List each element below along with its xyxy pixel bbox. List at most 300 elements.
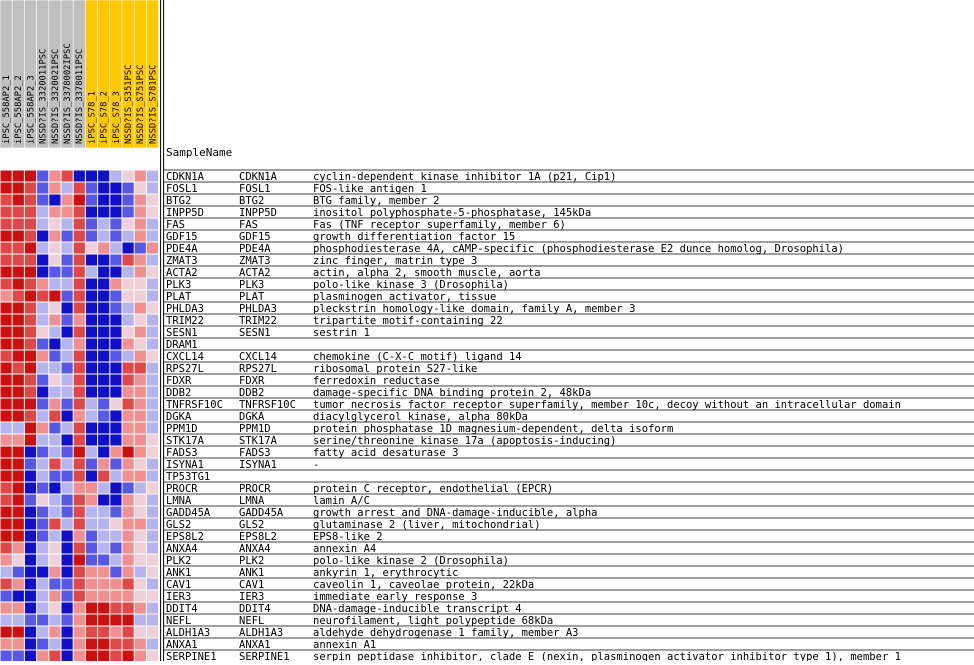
heatmap-cell xyxy=(62,375,73,386)
gene-probe: SERPINE1 xyxy=(239,651,290,661)
heatmap-cell xyxy=(37,639,48,650)
gene-symbol: PROCR xyxy=(166,483,198,495)
heatmap-cell xyxy=(86,399,97,410)
heatmap-cell xyxy=(123,507,134,518)
heatmap-cell xyxy=(37,267,48,278)
heatmap-cell xyxy=(49,531,60,542)
heatmap-cell xyxy=(62,543,73,554)
heatmap-cell xyxy=(62,303,73,314)
heatmap-cell xyxy=(62,243,73,254)
sample-name-label: iPSC_S78_2 xyxy=(99,91,110,144)
gene-symbol: PPM1D xyxy=(166,423,198,435)
heatmap-cell xyxy=(13,255,24,266)
heatmap-cell xyxy=(110,447,121,458)
heatmap-cell xyxy=(62,555,73,566)
heatmap-cell xyxy=(86,351,97,362)
heatmap-cell xyxy=(110,519,121,530)
heatmap-cell xyxy=(1,303,12,314)
gene-symbol: FAS xyxy=(166,219,185,231)
heatmap-cell xyxy=(98,387,109,398)
heatmap-cell xyxy=(1,267,12,278)
heatmap-cell xyxy=(147,555,158,566)
gene-symbol: FDXR xyxy=(166,375,192,387)
heatmap-cell xyxy=(1,639,12,650)
heatmap-cell xyxy=(110,387,121,398)
heatmap-cell xyxy=(37,483,48,494)
heatmap-cell xyxy=(123,267,134,278)
heatmap-cell xyxy=(135,471,146,482)
heatmap-cell xyxy=(1,507,12,518)
heatmap-cell xyxy=(135,339,146,350)
heatmap-cell xyxy=(1,219,12,230)
heatmap-cell xyxy=(13,243,24,254)
heatmap-cell xyxy=(74,591,85,602)
heatmap-cell xyxy=(98,375,109,386)
heatmap-cell xyxy=(37,591,48,602)
heatmap-cell xyxy=(1,495,12,506)
heatmap-cell xyxy=(13,483,24,494)
gene-probe: FOSL1 xyxy=(239,183,271,195)
heatmap-cell xyxy=(49,375,60,386)
gene-description: protein phosphatase 1D magnesium-dependent, delta isoform xyxy=(313,423,674,435)
heatmap-cell xyxy=(123,411,134,422)
heatmap-cell xyxy=(62,183,73,194)
heatmap-cell xyxy=(1,171,12,182)
heatmap-cell xyxy=(25,195,36,206)
heatmap-cell xyxy=(86,183,97,194)
gene-symbol: ACTA2 xyxy=(166,267,198,279)
heatmap-cell xyxy=(147,267,158,278)
heatmap-cell xyxy=(98,543,109,554)
heatmap-cell xyxy=(62,411,73,422)
heatmap-cell xyxy=(135,267,146,278)
heatmap-cell xyxy=(25,471,36,482)
heatmap-cell xyxy=(98,183,109,194)
heatmap-cell xyxy=(147,651,158,662)
heatmap-cell xyxy=(13,219,24,230)
heatmap-cell xyxy=(37,603,48,614)
heatmap-cell xyxy=(110,543,121,554)
gene-probe: PLK2 xyxy=(239,555,265,567)
heatmap-cell xyxy=(74,279,85,290)
heatmap-cell xyxy=(86,219,97,230)
heatmap-cell xyxy=(86,543,97,554)
gene-symbol: STK17A xyxy=(166,435,204,447)
gene-description: tumor necrosis factor receptor superfamily, member 10c, decoy without an intracellular domain xyxy=(313,399,901,411)
heatmap-cell xyxy=(86,591,97,602)
heatmap-cell xyxy=(37,555,48,566)
heatmap-cell xyxy=(147,315,158,326)
heatmap-cell xyxy=(98,471,109,482)
gene-probe: CXCL14 xyxy=(239,351,277,363)
heatmap-cell xyxy=(135,231,146,242)
heatmap-cell xyxy=(147,423,158,434)
heatmap-cell xyxy=(135,327,146,338)
heatmap-cell xyxy=(74,375,85,386)
heatmap-cell xyxy=(13,531,24,542)
heatmap-cell xyxy=(98,231,109,242)
heatmap-cell xyxy=(110,231,121,242)
heatmap-cell xyxy=(86,207,97,218)
heatmap-cell xyxy=(13,411,24,422)
heatmap-cell xyxy=(62,579,73,590)
heatmap-cell xyxy=(123,591,134,602)
heatmap-cell xyxy=(13,315,24,326)
gene-description: glutaminase 2 (liver, mitochondrial) xyxy=(313,519,541,531)
heatmap-cell xyxy=(62,519,73,530)
heatmap-cell xyxy=(147,615,158,626)
heatmap-cell xyxy=(86,231,97,242)
heatmap-cell xyxy=(25,423,36,434)
heatmap-cell xyxy=(86,447,97,458)
heatmap-cell xyxy=(135,519,146,530)
heatmap-cell xyxy=(49,279,60,290)
gene-probe: SESN1 xyxy=(239,327,271,339)
heatmap-cell xyxy=(74,627,85,638)
heatmap-cell xyxy=(147,171,158,182)
heatmap-cell xyxy=(135,627,146,638)
gene-probe: ANK1 xyxy=(239,567,265,579)
heatmap-cell xyxy=(147,183,158,194)
heatmap-cell xyxy=(98,531,109,542)
gene-symbol: ALDH1A3 xyxy=(166,627,211,639)
gene-probe: TNFRSF10C xyxy=(239,399,296,411)
heatmap-cell xyxy=(74,579,85,590)
gene-probe: ZMAT3 xyxy=(239,255,271,267)
heatmap-cell xyxy=(135,459,146,470)
heatmap-cell xyxy=(123,567,134,578)
heatmap-cell xyxy=(13,207,24,218)
heatmap-cell xyxy=(123,579,134,590)
heatmap-cell xyxy=(49,255,60,266)
heatmap-cell xyxy=(1,519,12,530)
heatmap-cell xyxy=(74,639,85,650)
heatmap-cell xyxy=(37,255,48,266)
heatmap-cell xyxy=(110,291,121,302)
heatmap-cell xyxy=(110,255,121,266)
heatmap-cell xyxy=(110,171,121,182)
heatmap-cell xyxy=(110,183,121,194)
heatmap-cell xyxy=(135,255,146,266)
gene-symbol: LMNA xyxy=(166,495,192,507)
heatmap-cell xyxy=(123,627,134,638)
gene-description: growth arrest and DNA-damage-inducible, alpha xyxy=(313,507,598,519)
heatmap-cell xyxy=(98,555,109,566)
heatmap-cell xyxy=(135,591,146,602)
heatmap-cell xyxy=(13,567,24,578)
heatmap-cell xyxy=(147,519,158,530)
gene-symbol: IER3 xyxy=(166,591,192,603)
heatmap-cell xyxy=(98,627,109,638)
heatmap-cell xyxy=(110,651,121,662)
gene-probe: GLS2 xyxy=(239,519,265,531)
heatmap-cell xyxy=(86,195,97,206)
heatmap-cell xyxy=(25,207,36,218)
heatmap-cell xyxy=(98,255,109,266)
heatmap-cell xyxy=(86,171,97,182)
gene-probe: DDB2 xyxy=(239,387,265,399)
heatmap-cell xyxy=(86,255,97,266)
gene-probe: PDE4A xyxy=(239,243,271,255)
heatmap-cell xyxy=(13,459,24,470)
heatmap-cell xyxy=(74,459,85,470)
heatmap-cell xyxy=(74,339,85,350)
gene-description: pleckstrin homology-like domain, family A, member 3 xyxy=(313,303,636,315)
gene-description: protein C receptor, endothelial (EPCR) xyxy=(313,483,554,495)
gene-probe: PLK3 xyxy=(239,279,265,291)
heatmap-cell xyxy=(49,447,60,458)
heatmap-cell xyxy=(1,351,12,362)
heatmap-cell xyxy=(98,315,109,326)
heatmap-cell xyxy=(49,207,60,218)
heatmap-cell xyxy=(13,387,24,398)
heatmap-cell xyxy=(135,279,146,290)
heatmap-cell xyxy=(110,615,121,626)
heatmap-cell xyxy=(147,483,158,494)
heatmap-cell xyxy=(74,411,85,422)
heatmap-cell xyxy=(62,507,73,518)
gene-symbol: INPP5D xyxy=(166,207,204,219)
heatmap-cell xyxy=(135,531,146,542)
heatmap-cell xyxy=(135,399,146,410)
heatmap-cell xyxy=(135,579,146,590)
heatmap-cell xyxy=(135,651,146,662)
heatmap-cell xyxy=(147,495,158,506)
heatmap-cell xyxy=(37,495,48,506)
heatmap-cell xyxy=(13,423,24,434)
heatmap-cell xyxy=(25,387,36,398)
heatmap-cell xyxy=(98,423,109,434)
heatmap-cell xyxy=(98,195,109,206)
heatmap-cell xyxy=(74,351,85,362)
gene-description: lamin A/C xyxy=(313,495,370,507)
heatmap-cell xyxy=(62,627,73,638)
heatmap-cell xyxy=(49,351,60,362)
gene-symbol: EPS8L2 xyxy=(166,531,204,543)
heatmap-cell xyxy=(74,567,85,578)
heatmap-cell xyxy=(1,579,12,590)
heatmap-cell xyxy=(49,411,60,422)
heatmap-cell xyxy=(49,219,60,230)
heatmap-cell xyxy=(135,447,146,458)
heatmap-cell xyxy=(49,555,60,566)
heatmap-cell xyxy=(74,387,85,398)
heatmap-cell xyxy=(13,627,24,638)
heatmap-cell xyxy=(37,207,48,218)
heatmap-cell xyxy=(135,171,146,182)
heatmap-cell xyxy=(147,219,158,230)
heatmap-cell xyxy=(13,351,24,362)
gene-symbol: TRIM22 xyxy=(166,315,204,327)
heatmap-cell xyxy=(49,195,60,206)
heatmap-cell xyxy=(74,555,85,566)
heatmap-cell xyxy=(123,303,134,314)
heatmap-cell xyxy=(49,579,60,590)
gene-symbol: ANXA4 xyxy=(166,543,198,555)
sample-name-label: iPSC_558AP2_1 xyxy=(2,75,12,144)
heatmap-cell xyxy=(135,555,146,566)
heatmap-cell xyxy=(74,255,85,266)
heatmap-cell xyxy=(147,435,158,446)
heatmap-cell xyxy=(49,495,60,506)
heatmap-cell xyxy=(37,291,48,302)
heatmap-cell xyxy=(74,195,85,206)
heatmap-cell xyxy=(49,543,60,554)
heatmap-cell xyxy=(123,231,134,242)
sample-name-header: SampleName xyxy=(166,146,233,159)
heatmap-cell xyxy=(37,351,48,362)
heatmap-cell xyxy=(110,303,121,314)
heatmap-cell xyxy=(1,315,12,326)
gene-symbol: RPS27L xyxy=(166,363,204,375)
heatmap-cell xyxy=(13,435,24,446)
heatmap-cell xyxy=(37,411,48,422)
heatmap-cell xyxy=(135,411,146,422)
heatmap-cell xyxy=(37,375,48,386)
heatmap-cell xyxy=(86,567,97,578)
heatmap-cell xyxy=(123,387,134,398)
heatmap-cell xyxy=(147,579,158,590)
heatmap-cell xyxy=(123,471,134,482)
heatmap-cell xyxy=(25,603,36,614)
sample-name-label: NSSD?IS_S781PSC xyxy=(148,64,159,144)
heatmap-cell xyxy=(86,507,97,518)
heatmap-cell xyxy=(86,615,97,626)
heatmap-cell xyxy=(147,195,158,206)
heatmap-cell xyxy=(13,507,24,518)
heatmap-cell xyxy=(147,399,158,410)
heatmap-cell xyxy=(98,243,109,254)
gene-probe: PROCR xyxy=(239,483,271,495)
heatmap-cell xyxy=(98,447,109,458)
heatmap-cell xyxy=(98,615,109,626)
heatmap-cell xyxy=(1,651,12,662)
heatmap-cell xyxy=(123,543,134,554)
heatmap-cell xyxy=(98,171,109,182)
heatmap-cell xyxy=(86,411,97,422)
heatmap-cell xyxy=(25,243,36,254)
heatmap-cell xyxy=(86,519,97,530)
heatmap-cell xyxy=(110,327,121,338)
gene-description: cyclin-dependent kinase inhibitor 1A (p21, Cip1) xyxy=(313,171,617,183)
heatmap-cell xyxy=(123,339,134,350)
heatmap-cell xyxy=(110,315,121,326)
heatmap-cell xyxy=(110,507,121,518)
gene-description: serine/threonine kinase 17a (apoptosis-inducing) xyxy=(313,435,617,447)
heatmap-cell xyxy=(86,327,97,338)
heatmap-cell xyxy=(62,447,73,458)
heatmap-cell xyxy=(13,339,24,350)
gene-description: growth differentiation factor 15 xyxy=(313,231,516,243)
heatmap-cell xyxy=(49,291,60,302)
heatmap-cell xyxy=(25,615,36,626)
heatmap-cell xyxy=(25,183,36,194)
heatmap-cell xyxy=(25,363,36,374)
heatmap-cell xyxy=(62,591,73,602)
heatmap-cell xyxy=(86,627,97,638)
heatmap-cell xyxy=(135,543,146,554)
heatmap-cell xyxy=(49,567,60,578)
gene-symbol: GLS2 xyxy=(166,519,192,531)
heatmap-cell xyxy=(74,291,85,302)
heatmap-cell xyxy=(13,231,24,242)
heatmap-cell xyxy=(86,495,97,506)
gene-probe: INPP5D xyxy=(239,207,277,219)
heatmap-cell xyxy=(110,435,121,446)
heatmap-cell xyxy=(135,639,146,650)
heatmap-cell xyxy=(123,327,134,338)
heatmap-cell xyxy=(49,591,60,602)
heatmap-cell xyxy=(147,639,158,650)
heatmap-cell xyxy=(25,579,36,590)
heatmap-cell xyxy=(74,207,85,218)
heatmap-cell xyxy=(62,207,73,218)
gene-description: annexin A4 xyxy=(313,543,377,555)
heatmap-cell xyxy=(1,543,12,554)
heatmap-cell xyxy=(37,567,48,578)
gene-description: aldehyde dehydrogenase 1 family, member A3 xyxy=(313,627,579,639)
heatmap-cell xyxy=(37,219,48,230)
heatmap-cell xyxy=(98,339,109,350)
heatmap-cell xyxy=(147,243,158,254)
gene-probe: RPS27L xyxy=(239,363,277,375)
sample-name-label: NSSD?IS_S351PSC xyxy=(124,64,134,144)
gene-probe: FAS xyxy=(239,219,258,231)
heatmap-cell xyxy=(1,231,12,242)
heatmap-cell xyxy=(13,495,24,506)
heatmap-cell xyxy=(135,435,146,446)
heatmap-cell xyxy=(98,327,109,338)
heatmap-cell xyxy=(13,183,24,194)
gene-symbol: CAV1 xyxy=(166,579,192,591)
heatmap-cell xyxy=(123,399,134,410)
heatmap-cell xyxy=(62,255,73,266)
heatmap-cell xyxy=(123,639,134,650)
heatmap-cell xyxy=(110,531,121,542)
heatmap-cell xyxy=(62,231,73,242)
heatmap-cell xyxy=(110,375,121,386)
heatmap-cell xyxy=(1,207,12,218)
heatmap-cell xyxy=(49,387,60,398)
heatmap-cell xyxy=(135,315,146,326)
heatmap-cell xyxy=(86,531,97,542)
heatmap-cell xyxy=(62,279,73,290)
heatmap-cell xyxy=(98,591,109,602)
gene-probe: PLAT xyxy=(239,291,265,303)
gene-symbol: CXCL14 xyxy=(166,351,204,363)
heatmap-cell xyxy=(37,243,48,254)
heatmap-cell xyxy=(62,363,73,374)
sample-name-label: NSSD?IS_S751PSC xyxy=(136,64,147,144)
heatmap-cell xyxy=(25,327,36,338)
heatmap-cell xyxy=(49,603,60,614)
gene-symbol: ZMAT3 xyxy=(166,255,198,267)
heatmap-cell xyxy=(123,519,134,530)
heatmap-cell xyxy=(86,435,97,446)
gene-symbol: SESN1 xyxy=(166,327,198,339)
heatmap-cell xyxy=(62,471,73,482)
gene-description: - xyxy=(313,459,320,471)
heatmap-cell xyxy=(13,543,24,554)
heatmap-cell xyxy=(49,651,60,662)
heatmap-cell xyxy=(110,579,121,590)
heatmap-cell xyxy=(25,447,36,458)
heatmap-cell xyxy=(98,507,109,518)
heatmap-cell xyxy=(86,639,97,650)
heatmap-cell xyxy=(37,543,48,554)
heatmap-cell xyxy=(62,639,73,650)
gene-description: actin, alpha 2, smooth muscle, aorta xyxy=(313,267,541,279)
